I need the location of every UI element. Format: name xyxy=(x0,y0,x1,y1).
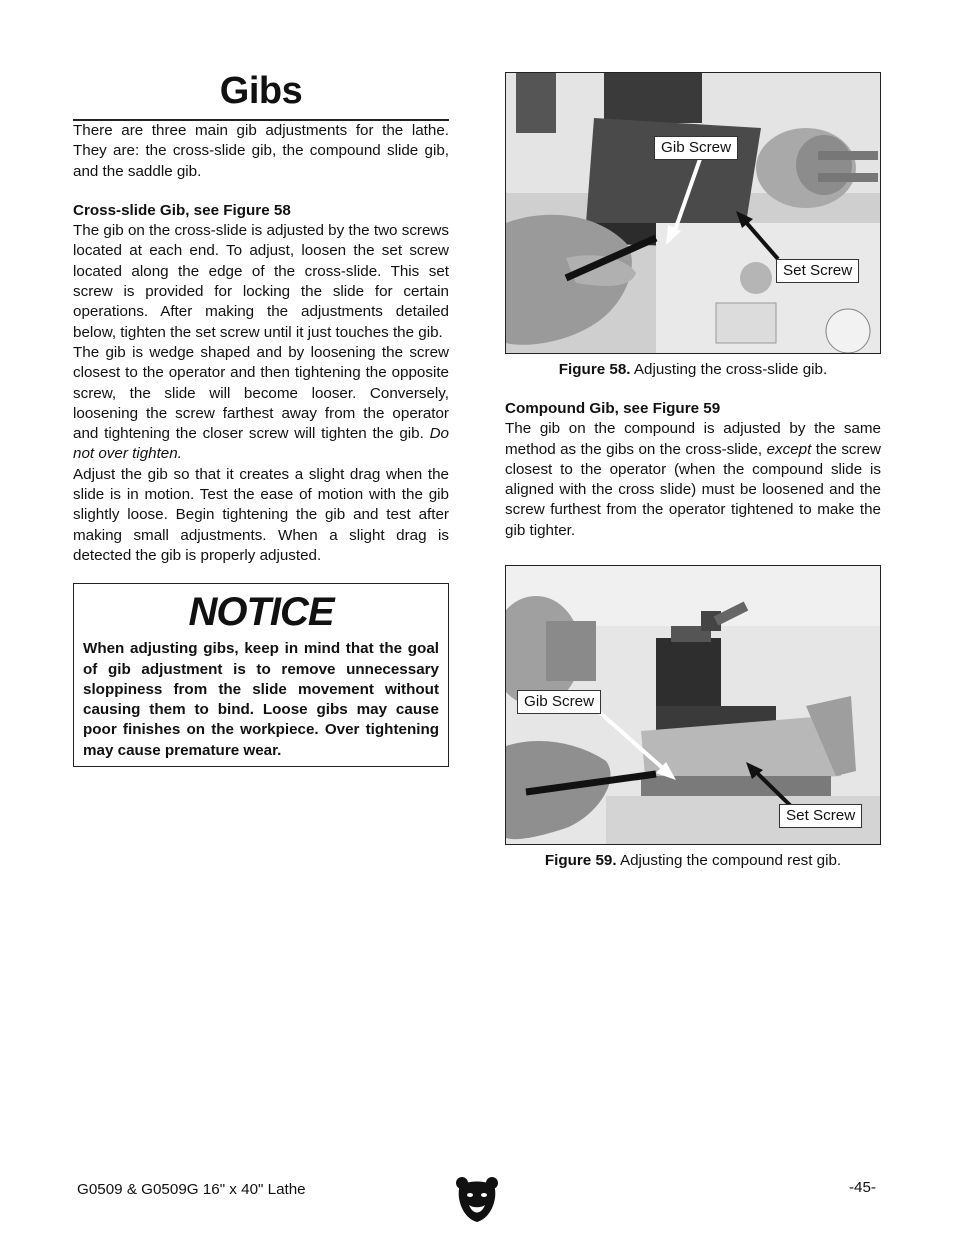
cross-slide-paragraph-2 xyxy=(73,343,449,465)
figure-59-caption-text: Adjusting the compound rest gib. xyxy=(616,852,842,870)
compound-text-part-b: the screw closest to the operator (when the compound slide is aligned with the cross slide) must be loosened and the screw furthest from the operator tightened to make the gib tighter. xyxy=(505,440,882,539)
cross-slide-section xyxy=(73,201,449,343)
set-screw-callout: Set Screw xyxy=(776,259,859,283)
cross-slide-paragraph-3: Adjust the gib so that it creates a slight drag when the slide is in motion. Test the ease of motion with the gib slightly loose. Begin tightening the gib and test after making small adjustments. When a slight drag is detected the gib is properly adjusted. xyxy=(73,465,449,564)
footer-model: G0509 & G0509G 16" x 40" Lathe xyxy=(77,1181,306,1198)
cross-slide-paragraph-1: The gib on the cross-slide is adjusted by the two screws located at each end. To adjust, loosen the set screw located along the edge of the cross-slide. This set screw is provided for locking the slide for certain operations. After making the adjustments detailed below, tighten the set screw until it just touches the gib. xyxy=(73,222,449,341)
cross-slide-heading: Cross-slide Gib, see Figure 58 xyxy=(73,201,291,219)
notice-title: NOTICE xyxy=(188,590,334,635)
compound-paragraph xyxy=(505,419,881,541)
page-title: Gibs xyxy=(219,70,303,112)
left-column xyxy=(73,68,449,767)
figure-58-photo xyxy=(505,72,881,354)
figure-59-caption xyxy=(505,851,881,871)
notice-text: When adjusting gibs, keep in mind that the goal of gib adjustment is to remove unnecessary sloppiness from the slide movement without causing them to bind. Loose gibs may cause poor finishes on the workpiece. Over tightening may cause premature wear. xyxy=(83,640,439,759)
footer-page-number: -45- xyxy=(849,1179,877,1196)
notice-box xyxy=(73,583,449,767)
compound-text-part-a: The gib on the compound is adjusted by the same method as the gibs on the cross-slide, xyxy=(505,420,881,458)
set-screw-callout: Set Screw xyxy=(779,804,862,828)
compound-heading: Compound Gib, see Figure 59 xyxy=(505,400,721,417)
figure-58-caption xyxy=(505,360,881,380)
figure-59-photo xyxy=(505,565,881,845)
bear-logo-icon xyxy=(455,1175,499,1223)
gib-screw-callout: Gib Screw xyxy=(654,136,738,160)
figure-58-label: Figure 58. xyxy=(558,361,631,378)
right-column xyxy=(505,72,881,871)
paragraph-2-italic-text: Do not over tighten. xyxy=(73,425,449,463)
figure-59-label: Figure 59. xyxy=(544,852,617,870)
intro-paragraph: There are three main gib adjustments for the lathe. They are: the cross-slide gib, the compound slide gib, and the saddle gib. xyxy=(73,122,449,180)
paragraph-2-main-text: The gib is wedge shaped and by loosening the screw closest to the operator and then tightening the opposite screw, the slide will become looser. Conversely, loosening the screw farthest away from the operator and tightening the closer screw will tighten the gib. xyxy=(73,343,449,443)
cross-slide-photo-illustration xyxy=(506,73,881,354)
compound-section xyxy=(505,399,881,541)
figure-58-caption-text: Adjusting the cross-slide gib. xyxy=(630,361,828,378)
compound-italic-text: except xyxy=(766,440,812,458)
gib-screw-callout: Gib Screw xyxy=(517,690,601,714)
